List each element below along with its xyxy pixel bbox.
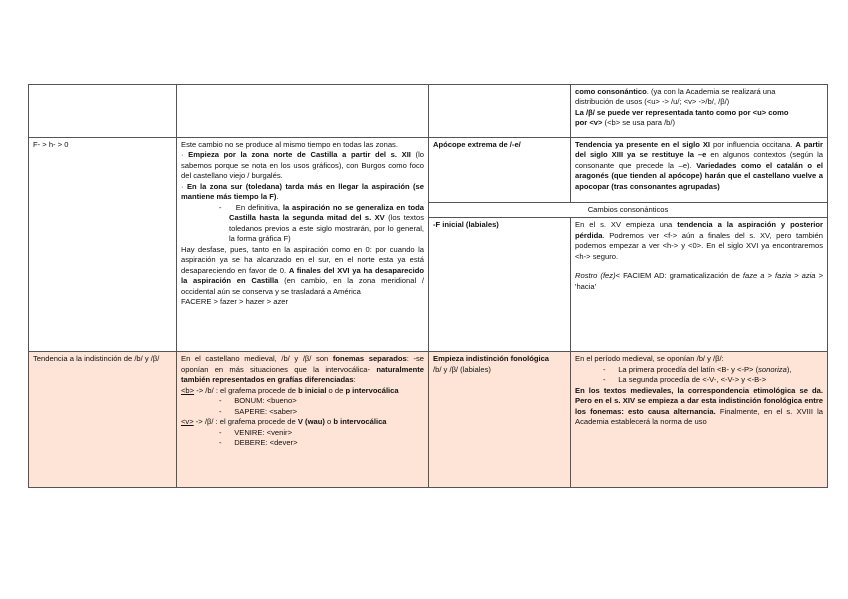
text-bold: naturalmente también representados en grafías diferenciadas	[181, 364, 424, 385]
row-label: F- > h- > 0	[33, 140, 69, 149]
row-sublabel: /b/ y /β/ (labiales)	[433, 364, 491, 374]
text: En el s. XV empieza una	[575, 220, 678, 230]
text: .	[276, 192, 279, 202]
text: > 'hacia'	[575, 271, 824, 291]
text: En el castellano medieval, /b/ y /β/ son	[181, 354, 333, 364]
text-italic: sonoriza	[758, 364, 787, 374]
text-bold: La /β/ se puede ver representada tanto como por <u> como	[575, 107, 789, 117]
text: SAPERE: <saber>	[234, 406, 298, 416]
text: (lo sabemos porque se nota en los usos gráficos), con Burgos como foco del castellano viejo / burgalés.	[181, 150, 424, 181]
text-bold: En la zona sur (toledana) tarda más en llegar la aspiración (se mantiene más tiempo la F)	[181, 181, 424, 202]
row2b-right-cell	[571, 218, 828, 352]
text: : -se oponían en más situaciones que la intervocálica-	[181, 354, 425, 374]
text: -> /b/ : el grafema procede de	[194, 385, 299, 395]
text: ·	[181, 150, 189, 160]
list-item: - En definitiva, la aspiración no se generaliza en toda Castilla hasta la segunda mitad del s. XV (los textos toledanos previos a este siglo mostrarán, por lo general, la forma gráfica F)	[219, 202, 425, 244]
text: VENIRE: <venir>	[234, 427, 293, 437]
table-row	[29, 85, 828, 138]
text-bold: como consonántico	[575, 87, 647, 96]
row-label: -F inicial (labiales)	[433, 220, 499, 230]
row3-left-cell	[29, 352, 177, 488]
text: -> /β/ : el grafema procede de	[193, 417, 298, 427]
row3-mid-cell	[177, 352, 429, 488]
text-bold: b inicial	[298, 385, 327, 395]
text: Hay desfase, pues, tanto en la aspiración como en 0: por cuando la aspiración ya se ha alcanzado en el sur, en el norte esta ya está desapareciendo en favor de 0.	[181, 244, 424, 275]
row1-right-cell	[571, 85, 828, 138]
text-bold: la aspiración no se generaliza en toda Castilla hasta la segunda mitad del s. XV	[229, 202, 425, 223]
row1-left-cell	[29, 85, 177, 138]
text: (los textos toledanos previos a este siglo mostrarán, por lo general, la forma gráfica F)	[229, 213, 424, 244]
subheading-cell	[429, 203, 828, 218]
text: Este cambio no se produce al mismo tiempo en todas las zonas.	[181, 140, 398, 149]
row3-label-cell	[429, 352, 571, 488]
text-bold: p intervocálica	[345, 385, 399, 395]
row-label: Apócope extrema de /-e/	[433, 140, 521, 149]
text-bold: Tendencia ya presente en el siglo XI	[575, 140, 711, 149]
row2b-label-cell	[429, 218, 571, 352]
list-item: - DEBERE: <dever>	[219, 438, 298, 448]
list-item: - VENIRE: <venir>	[219, 427, 293, 437]
list-item: - La segunda procedía de <-V-, <-V-> y <-B->	[603, 375, 767, 385]
text: . Podremos ver <f-> aún a finales del s. XV, pero también podemos empezar a ver <h-> y <0>. En el siglo XVI ya encontraremos <h-> seguro.	[575, 230, 823, 261]
table-row	[29, 352, 828, 488]
row2-label-cell	[429, 138, 571, 203]
row2-mid-cell	[177, 138, 429, 352]
row-label: Tendencia a la indistinción de /b/ y /β/	[33, 354, 160, 364]
text: < FACIEM AD: gramaticalización de	[615, 271, 743, 281]
text-bold: tendencia a la aspiración y posterior pérdida	[575, 220, 823, 240]
text: ),	[786, 364, 792, 374]
row2-left-cell	[29, 138, 177, 352]
text: :	[353, 375, 356, 385]
row1-mid-cell	[177, 85, 429, 138]
text-bold: por <v>	[575, 118, 603, 128]
text-italic: faze a > fazia > azia	[742, 271, 816, 281]
text: ·	[181, 181, 187, 191]
text: BONUM: <bueno>	[234, 396, 297, 406]
text: o de	[326, 385, 346, 395]
text: Finalmente, en el s. XVIII la Academia establecerá la norma de uso	[575, 406, 824, 427]
row3-right-cell	[571, 352, 828, 488]
notes-table	[28, 84, 828, 488]
text: (<b> se usa para /b/)	[602, 118, 676, 128]
text-bold: V (wau)	[297, 417, 325, 427]
text-underlined: <b>	[181, 385, 195, 395]
text: distribución de usos (<u> -> /u/; <v> ->/b/, /β/)	[575, 97, 730, 107]
text-bold: Variedades como el catalán o el aragonés (que tienden al apócope) harán que el castellano vuelve a apocopar (tras consonantes agrupadas)	[575, 160, 823, 191]
text: o	[324, 417, 334, 427]
text: . (ya con la Academia se realizará una	[646, 87, 776, 96]
list-item: - SAPERE: <saber>	[219, 406, 298, 416]
table-row	[29, 138, 828, 203]
list-item: - La primera procedía del latín <B- y <-P> (sonoriza),	[603, 364, 792, 374]
text-underlined: <v>	[181, 417, 194, 427]
text: En definitiva,	[235, 202, 283, 212]
text-bold: A partir del siglo XIII ya se restituye la –e	[575, 140, 823, 160]
text-bold: A finales del XVI ya ha desaparecido la aspiración en Castilla	[181, 265, 424, 286]
list-item: - BONUM: <bueno>	[219, 396, 297, 406]
text: (en cambio, en la zona meridional / occidental aún se conserva y se trasladará a América	[181, 276, 424, 296]
row-label: Empieza indistinción fonológica	[433, 354, 550, 364]
text: La segunda procedía de <-V-, <-V-> y <-B->	[618, 375, 767, 385]
text: En el período medieval, se oponían /b/ y /β/:	[575, 354, 724, 364]
text: DEBERE: <dever>	[234, 438, 298, 448]
text: La primera procedía del latín <B- y <-P> (	[618, 364, 759, 374]
text-bold: b intervocálica	[333, 417, 387, 427]
row2-right-cell	[571, 138, 828, 203]
row1-label-cell	[429, 85, 571, 138]
text-italic: Rostro (fez)	[575, 271, 616, 281]
text: por influencia occitana.	[710, 140, 796, 149]
text: FACERE > fazer > hazer > azer	[181, 297, 288, 307]
text-bold: fonemas separados	[332, 354, 407, 364]
text-bold: Empieza por la zona norte de Castilla a partir del s. XII	[188, 150, 411, 160]
text: en algunos contextos (según la consonante que precede la –e).	[575, 150, 823, 170]
text-bold: En los textos medievales, la correspondencia etimológica se da. Pero en el s. XIV se empieza a dar esta indistinción fonológica entre los fonemas: esto causa alternancia.	[575, 385, 823, 416]
section-subheading: Cambios consonánticos	[587, 205, 669, 214]
